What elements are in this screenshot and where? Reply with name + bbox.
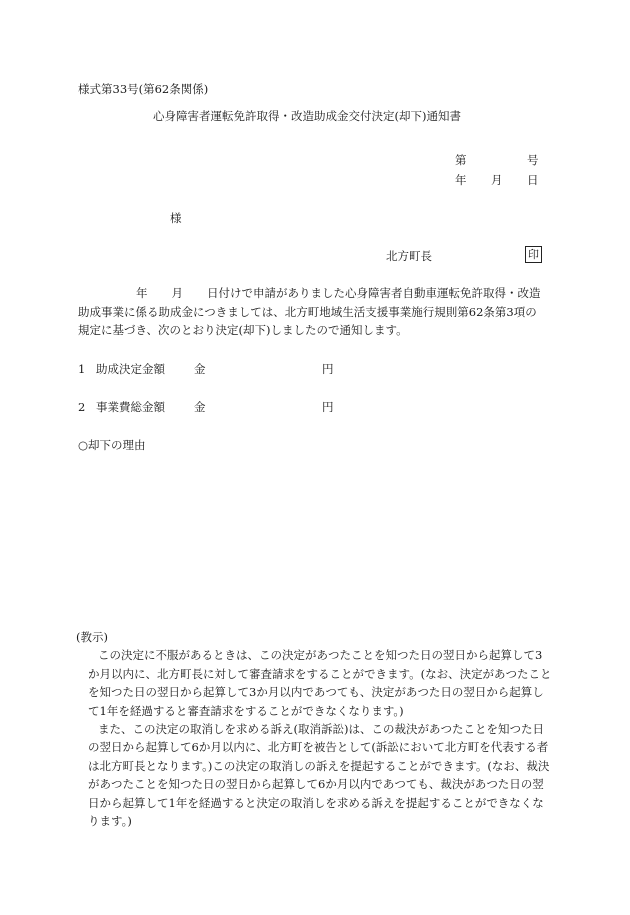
item-kin-label: 金 xyxy=(194,400,206,414)
item-yen-label: 円 xyxy=(322,362,334,376)
document-number-suffix: 号 xyxy=(527,153,539,167)
item-label: 事業費総金額 xyxy=(96,400,165,414)
seal-box: 印 xyxy=(525,246,542,263)
body-line-3: 規定に基づき、次のとおり決定(却下)しましたので通知します。 xyxy=(78,323,408,338)
body-month-label: 月 xyxy=(171,286,183,300)
notice-section xyxy=(78,628,553,830)
issuer-name: 北方町長 xyxy=(386,249,432,263)
document-title: 心身障害者運転免許取得・改造助成金交付決定(却下)通知書 xyxy=(153,109,461,123)
form-number: 様式第33号(第62条関係) xyxy=(78,82,209,96)
item-total-cost xyxy=(78,400,334,416)
item-yen-label: 円 xyxy=(322,400,334,414)
body-line-1 xyxy=(78,284,558,303)
recipient-honorific: 様 xyxy=(170,211,182,225)
body-year-label: 年 xyxy=(136,286,148,300)
body-line-2: 助成事業に係る助成金につきましては、北方町地域生活支援事業施行規則第62条第3項の xyxy=(78,304,537,319)
rejection-reason-heading: ○却下の理由 xyxy=(78,438,146,452)
body-line1-text: 日付けで申請がありました心身障害者自動車運転免許取得・改造 xyxy=(207,286,541,300)
item-grant-amount xyxy=(78,362,334,378)
date-day-label: 日 xyxy=(527,173,539,187)
notice-heading: (教示) xyxy=(76,630,108,644)
main-body xyxy=(78,284,558,340)
item-label: 助成決定金額 xyxy=(96,362,165,376)
item-number: 1 xyxy=(78,362,86,376)
item-kin-label: 金 xyxy=(194,362,206,376)
notice-paragraph-2: また、この決定の取消しを求める訴え(取消訴訟)は、この裁決があつたことを知つた日の翌日から起算して6か月以内に、北方町を被告として(訴訟において北方町を代表する者は北方町長となります。)この決定の取消しの訴えを提起することができます。(なお、裁決があつたことを知つた日の翌日から起算して6か月以内であつても、裁決があつた日の翌日から起算して1年を経過すると決定の取消しを求める訴えを提起することができなくなります。) xyxy=(88,721,550,828)
document-number-prefix: 第 xyxy=(455,153,467,167)
date-month-label: 月 xyxy=(491,173,503,187)
item-number: 2 xyxy=(78,400,86,414)
date-year-label: 年 xyxy=(455,173,467,187)
notice-paragraph-1: この決定に不服があるときは、この決定があつたことを知つた日の翌日から起算して3か月以内に、北方町長に対して審査請求をすることができます。(なお、決定があつたことを知つた日の翌日から起算して3か月以内であつても、決定があつた日の翌日から起算して1年を経過すると審査請求をすることができなくなります。) xyxy=(88,648,552,718)
